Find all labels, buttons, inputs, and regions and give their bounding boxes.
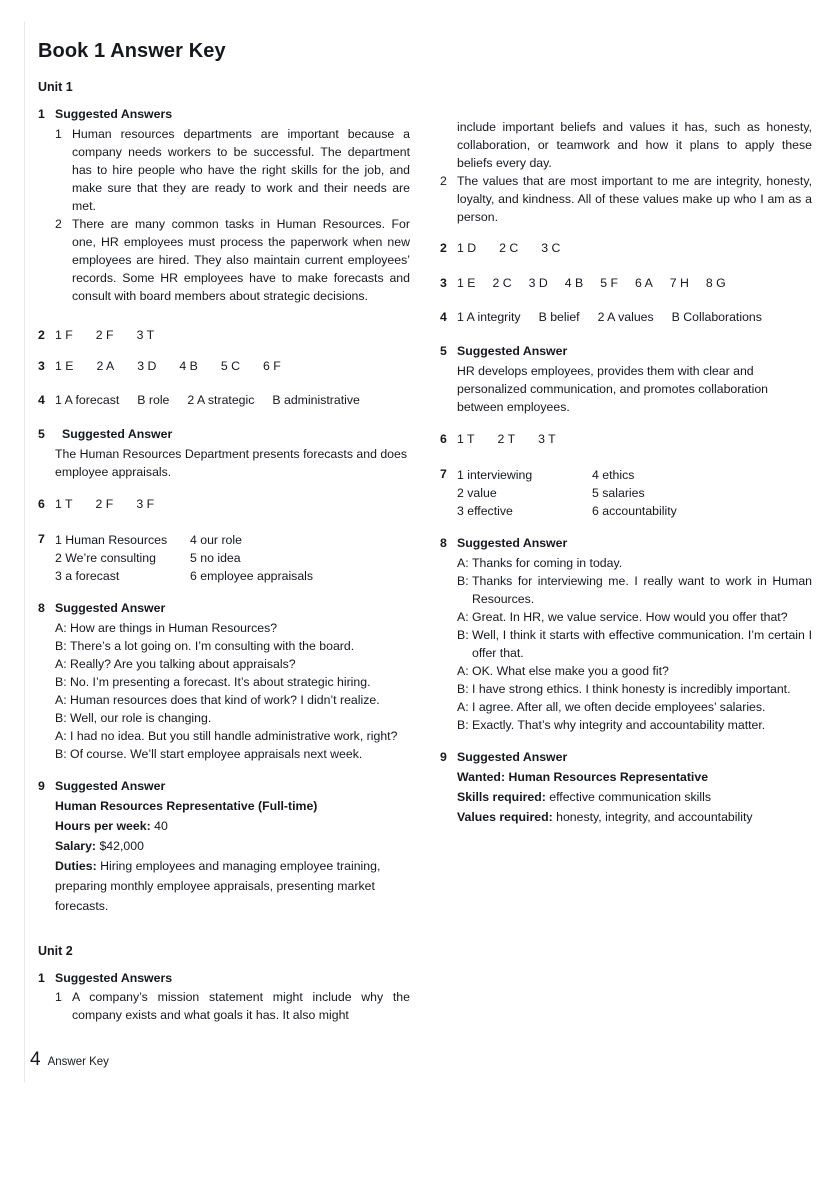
word-bank-entry: 4 our role [190, 532, 242, 547]
item-title: Suggested Answer [55, 779, 166, 794]
dialogue-block [55, 619, 410, 764]
answer-token: 2 C [492, 276, 512, 291]
sub-answer [55, 215, 410, 305]
item-number: 8 [440, 535, 447, 550]
answer-token: 4 B [179, 359, 198, 374]
answer-item-8 [440, 535, 812, 734]
item-number: 7 [440, 466, 447, 481]
sub-answer [55, 988, 410, 1024]
job-duties-label: Duties: [55, 858, 97, 873]
dialogue-text: Well, I think it starts with effective communication. I’m certain I offer that. [472, 627, 812, 661]
answer-token: 8 G [705, 276, 726, 291]
item-body [457, 466, 812, 520]
word-bank [55, 531, 410, 585]
dialogue-text: I have strong ethics. I think honesty is incredibly important. [472, 682, 791, 697]
answer-token: 3 T [538, 431, 556, 446]
dialogue-speaker: B: [55, 638, 67, 653]
answer-token: 1 T [457, 431, 475, 446]
dialogue-line [457, 572, 812, 608]
item-number: 1 [38, 970, 45, 985]
dialogue-speaker: B: [55, 674, 67, 689]
dialogue-line [55, 619, 410, 637]
dialogue-text: Thanks for coming in today. [472, 555, 623, 570]
job-values-line [457, 808, 812, 828]
answer-paragraph: HR develops employees, provides them with clear and personalized communication, and promotes collaboration between employees. [457, 363, 769, 414]
answer-item-7 [440, 466, 812, 520]
answer-run [457, 240, 812, 258]
item-body [457, 431, 812, 449]
item-title: Suggested Answers [55, 970, 173, 985]
job-wanted-label: Wanted: [457, 770, 506, 785]
word-bank-entry: 3 a forecast [55, 568, 120, 583]
sub-answer-number: 1 [55, 126, 62, 141]
job-hours-label: Hours per week: [55, 818, 151, 833]
answer-token: 1 T [55, 496, 73, 511]
continuation-block [440, 118, 812, 226]
job-wanted-line [457, 768, 812, 788]
item-number: 7 [38, 531, 45, 546]
job-values-label: Values required: [457, 809, 553, 824]
dialogue-line [55, 637, 410, 655]
dialogue-text: Of course. We’ll start employee appraisals next week. [70, 747, 363, 762]
answer-token: 2 A strategic [187, 393, 255, 408]
dialogue-text: I agree. After all, we often decide employees’ salaries. [472, 700, 766, 715]
answer-item-8 [38, 600, 410, 763]
answer-token: 1 D [457, 241, 477, 256]
dialogue-speaker: A: [457, 609, 469, 624]
answer-run [457, 431, 812, 449]
answer-token: B Collaborations [671, 310, 762, 325]
job-duties-line [55, 857, 410, 917]
answer-token: 2 F [95, 328, 114, 343]
dialogue-speaker: A: [457, 664, 469, 679]
word-bank-column-b [592, 466, 677, 520]
answer-token: 1 A integrity [457, 310, 521, 325]
item-number: 8 [38, 600, 45, 615]
word-bank-column-a [457, 466, 592, 520]
job-values-value: honesty, integrity, and accountability [556, 809, 753, 824]
page-content [38, 40, 812, 1023]
item-title: Suggested Answer [55, 600, 166, 615]
word-bank-entry: 1 Human Resources [55, 532, 168, 547]
answer-token: 6 F [263, 359, 281, 374]
dialogue-speaker: A: [55, 692, 67, 707]
item-title: Suggested Answer [62, 426, 173, 441]
item-body [55, 392, 410, 410]
unit-heading-unit-1: Unit 1 [38, 80, 73, 94]
page-edge-rule [24, 22, 25, 1082]
answer-token: 2 T [497, 431, 516, 446]
item-number: 4 [440, 310, 447, 325]
dialogue-speaker: B: [55, 711, 67, 726]
answer-item-2 [440, 240, 812, 258]
job-wanted-value: Human Resources Representative [508, 770, 709, 785]
answer-item-2 [38, 327, 410, 345]
item-number: 6 [440, 431, 447, 446]
dialogue-line [457, 698, 812, 716]
answer-item-3 [440, 275, 812, 293]
answer-item-7 [38, 531, 410, 585]
answer-paragraph: The Human Resources Department presents forecasts and does employee appraisals. [55, 446, 408, 479]
sub-answer-continuation [440, 118, 812, 172]
item-body [55, 496, 410, 514]
answer-item-9 [440, 749, 812, 828]
job-posting [55, 797, 410, 916]
answer-token: 3 F [136, 496, 155, 511]
word-bank-entry: 2 value [457, 485, 497, 500]
word-bank-column-b [190, 531, 313, 585]
item-body [55, 970, 410, 1025]
dialogue-line [457, 716, 812, 734]
item-body [55, 531, 410, 585]
dialogue-speaker: B: [457, 718, 469, 733]
word-bank-entry: 5 no idea [190, 550, 241, 565]
item-body [457, 535, 812, 734]
dialogue-block [457, 554, 812, 735]
answer-run [457, 275, 812, 293]
word-bank-entry: 6 accountability [592, 503, 677, 518]
answer-item-6 [38, 496, 410, 514]
dialogue-line [55, 745, 410, 763]
answer-token: 5 F [600, 276, 618, 291]
item-body [457, 749, 812, 828]
answer-token: B role [137, 393, 170, 408]
sub-answer-text: The values that are most important to me are integrity, honesty, loyalty, and kindness. All of these values make up who I am as a person. [457, 174, 812, 225]
answer-token: 3 C [541, 241, 561, 256]
dialogue-line [55, 727, 410, 745]
answer-token: 2 A [96, 359, 115, 374]
job-salary-line [55, 837, 410, 857]
unit2-answer-item-1 [38, 970, 410, 1025]
job-title: Human Resources Representative (Full-time) [55, 799, 318, 814]
item-body [457, 343, 812, 416]
job-skills-label: Skills required: [457, 790, 546, 805]
dialogue-line [55, 655, 410, 673]
sub-answer-number: 2 [55, 217, 62, 232]
answer-token: 2 A values [597, 310, 654, 325]
item-number: 2 [440, 241, 447, 256]
item-body [55, 426, 410, 481]
item-number: 3 [38, 359, 45, 374]
item-number: 2 [38, 328, 45, 343]
item-number: 4 [38, 393, 45, 408]
answer-token: 1 A forecast [55, 393, 120, 408]
dialogue-speaker: B: [457, 682, 469, 697]
answer-item-4 [38, 392, 410, 410]
item-number: 6 [38, 496, 45, 511]
word-bank-entry: 5 salaries [592, 485, 645, 500]
item-body [55, 778, 410, 916]
item-title: Suggested Answer [457, 750, 568, 765]
dialogue-speaker: A: [457, 700, 469, 715]
right-column [440, 80, 812, 828]
unit-heading-unit-2: Unit 2 [38, 943, 73, 958]
item-body [55, 106, 410, 305]
sub-answer-text: A company’s mission statement might include why the company exists and what goals it has. It also might [72, 990, 410, 1023]
item-body [457, 309, 812, 327]
footer-page-number: 4 [30, 1049, 41, 1070]
item-body [55, 327, 410, 345]
job-duties-value: Hiring employees and managing employee training, preparing monthly employee appraisals, presenting market forecasts. [55, 858, 381, 913]
answer-item-5 [440, 343, 812, 416]
answer-run [55, 327, 410, 345]
sub-answer-number: 2 [440, 174, 447, 189]
sub-answer-number: 1 [55, 990, 62, 1005]
answer-run [55, 496, 410, 514]
dialogue-line [457, 554, 812, 572]
answer-item-5 [38, 426, 410, 481]
dialogue-line [457, 680, 812, 698]
job-skills-line [457, 788, 812, 808]
dialogue-speaker: B: [457, 627, 469, 642]
dialogue-text: There’s a lot going on. I’m consulting with the board. [70, 638, 355, 653]
item-number: 5 [38, 426, 45, 441]
answer-token: 1 F [55, 328, 73, 343]
dialogue-speaker: B: [55, 747, 67, 762]
job-hours-value: 40 [154, 818, 168, 833]
left-column [38, 80, 410, 1037]
item-body [55, 600, 410, 763]
answer-item-1 [38, 106, 410, 305]
item-number: 9 [38, 779, 45, 794]
word-bank-entry: 1 interviewing [457, 467, 533, 482]
answer-token: B belief [538, 310, 580, 325]
item-body [440, 118, 812, 226]
job-ad [457, 768, 812, 828]
item-body [457, 275, 812, 293]
item-number: 9 [440, 750, 447, 765]
word-bank-entry: 6 employee appraisals [190, 568, 314, 583]
answer-item-9 [38, 778, 410, 916]
sub-answer-text: include important beliefs and values it has, such as honesty, collaboration, or teamwork and how it plans to apply these beliefs every day. [457, 120, 812, 171]
dialogue-text: OK. What else make you a good fit? [472, 664, 669, 679]
sub-answer-text: There are many common tasks in Human Resources. For one, HR employees must process the paperwork when new employees are hired. They also maintain current employees’ records. Some HR employees have to make forecasts and consult with board members about strategic decisions. [72, 217, 410, 304]
job-hours-line [55, 817, 410, 837]
dialogue-text: Great. In HR, we value service. How would you offer that? [472, 609, 788, 624]
dialogue-line [457, 662, 812, 680]
sub-answer-list [55, 988, 410, 1024]
dialogue-text: No. I’m presenting a forecast. It’s about strategic hiring. [70, 674, 371, 689]
answer-run [457, 309, 812, 327]
item-title: Suggested Answer [457, 343, 568, 358]
answer-run [55, 358, 410, 376]
answer-token: B administrative [272, 393, 360, 408]
job-salary-value: $42,000 [99, 838, 144, 853]
item-title: Suggested Answers [55, 107, 173, 121]
footer-label: Answer Key [47, 1056, 109, 1068]
page-footer [30, 1050, 109, 1069]
item-title: Suggested Answer [457, 535, 568, 550]
job-salary-label: Salary: [55, 838, 97, 853]
answer-token: 1 E [457, 276, 476, 291]
dialogue-speaker: A: [55, 729, 67, 744]
sub-answer-text: Human resources departments are important because a company needs workers to be successful. The department has to hire people who have the right skills for the job, and make sure that they are ready to work and their needs are met. [72, 126, 410, 214]
dialogue-speaker: A: [55, 620, 67, 635]
item-body [457, 240, 812, 258]
dialogue-text: How are things in Human Resources? [70, 620, 278, 635]
dialogue-line [55, 673, 410, 691]
dialogue-speaker: A: [55, 656, 67, 671]
dialogue-text: Exactly. That’s why integrity and accountability matter. [472, 718, 766, 733]
answer-token: 2 C [499, 241, 519, 256]
answer-token: 1 E [55, 359, 74, 374]
dialogue-line [55, 691, 410, 709]
item-number: 5 [440, 343, 447, 358]
answer-item-4 [440, 309, 812, 327]
answer-token: 7 H [669, 276, 689, 291]
item-number: 3 [440, 276, 447, 291]
dialogue-speaker: B: [457, 573, 469, 588]
answer-item-3 [38, 358, 410, 376]
dialogue-text: Really? Are you talking about appraisals? [70, 656, 296, 671]
sub-answer [440, 172, 812, 226]
job-skills-value: effective communication skills [549, 790, 712, 805]
dialogue-text: Human resources does that kind of work? I didn’t realize. [70, 692, 380, 707]
item-number: 1 [38, 107, 45, 121]
word-bank [457, 466, 812, 520]
word-bank-entry: 3 effective [457, 503, 513, 518]
item-body [55, 358, 410, 376]
answer-token: 2 F [95, 496, 114, 511]
answer-token: 4 B [564, 276, 584, 291]
word-bank-entry: 4 ethics [592, 467, 635, 482]
answer-run [55, 392, 410, 410]
answer-token: 5 C [220, 359, 240, 374]
dialogue-line [457, 608, 812, 626]
answer-token: 3 D [137, 359, 157, 374]
answer-item-6 [440, 431, 812, 449]
word-bank-column-a [55, 531, 190, 585]
dialogue-text: Thanks for interviewing me. I really want to work in Human Resources. [472, 573, 812, 606]
word-bank-entry: 2 We’re consulting [55, 550, 156, 565]
answer-token: 6 A [635, 276, 653, 291]
answer-token: 3 T [136, 328, 155, 343]
dialogue-text: Well, our role is changing. [70, 711, 212, 726]
dialogue-text: I had no idea. But you still handle administrative work, right? [70, 729, 398, 744]
sub-answer-list [55, 125, 410, 306]
dialogue-line [55, 709, 410, 727]
sub-answer [55, 125, 410, 215]
dialogue-speaker: A: [457, 555, 469, 570]
answer-token: 3 D [528, 276, 548, 291]
page-title: Book 1 Answer Key [38, 40, 226, 62]
dialogue-line [457, 626, 812, 662]
